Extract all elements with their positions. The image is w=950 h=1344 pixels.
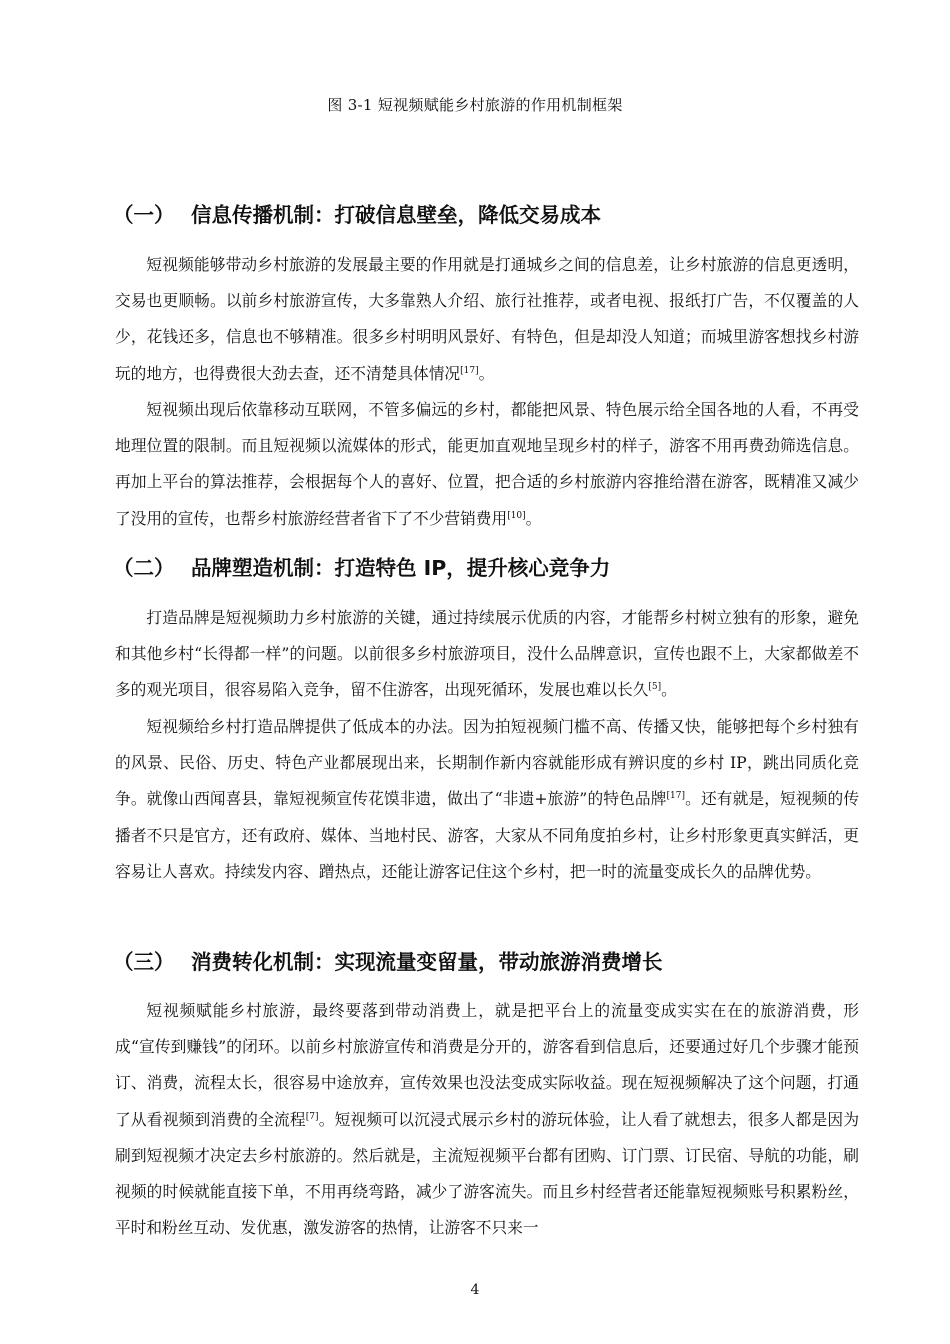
- section-number-3: （三）: [113, 950, 175, 974]
- section-title-2: 品牌塑造机制：打造特色 IP，提升核心竞争力: [191, 556, 611, 580]
- page-number: 4: [470, 1282, 480, 1298]
- section-number-1: （一）: [113, 203, 175, 227]
- citation: [17]: [460, 365, 479, 376]
- paragraph-3-1: 短视频赋能乡村旅游，最终要落到带动消费上，就是把平台上的流量变成实实在在的旅游消费，形成“宣传到赚钱”的闭环。以前乡村旅游宣传和消费是分开的，游客看到信息后，还要通过好几个步骤才能预订、消费，流程太长，很容易中途放弃，宣传效果也没法变成实际收益。现在短视频解决了这个问题，打通了从看视频到消费的全流程[7]。短视频可以沉浸式展示乡村的游玩体验，让人看了就想去，很多人都是因为刷到短视频才决定去乡村旅游的。然后就是，主流短视频平台都有团购、订门票、订民宿、导航的功能，刷视频的时候就能直接下单，不用再绕弯路，减少了游客流失。而且乡村经营者还能靠短视频账号积累粉丝，平时和粉丝互动、发优惠，激发游客的热情，让游客不只来一: [115, 1001, 860, 1238]
- citation: [17]: [666, 791, 686, 802]
- section-heading-3: [113, 948, 873, 976]
- paragraph-2-1: 打造品牌是短视频助力乡村旅游的关键，通过持续展示优质的内容，才能帮乡村树立独有的形象，避免和其他乡村“长得都一样”的问题。以前很多乡村旅游项目，没什么品牌意识，宣传也跟不上，大家都做差不多的观光项目，很容易陷入竞争，留不住游客，出现死循环，发展也难以长久[5]。: [115, 608, 859, 700]
- citation: [10]: [507, 510, 526, 521]
- citation: [7]: [305, 1111, 319, 1122]
- paragraph-1-1: 短视频能够带动乡村旅游的发展最主要的作用就是打通城乡之间的信息差，让乡村旅游的信息更透明，交易也更顺畅。以前乡村旅游宣传，大多靠熟人介绍、旅行社推荐，或者电视、报纸打广告，不仅覆盖的人少，花钱还多，信息也不够精准。很多乡村明明风景好、有特色，但是却没人知道；而城里游客想找乡村游玩的地方，也得费很大劲去查，还不清楚具体情况[17]。: [115, 255, 859, 383]
- section-number-2: （二）: [113, 556, 175, 580]
- section-heading-1: [113, 201, 873, 229]
- paragraph-2-2: 短视频给乡村打造品牌提供了低成本的办法。因为拍短视频门槛不高、传播又快，能够把每个乡村独有的风景、民俗、历史、特色产业都展现出来，长期制作新内容就能形成有辨识度的乡村 IP，跳出同质化竞争。就像山西闻喜县，靠短视频宣传花馍非遗，做出了“非遗+旅游”的特色品牌[17]。还有就是，短视频的传播者不只是官方，还有政府、媒体、当地村民、游客，大家从不同角度拍乡村，让乡村形象更真实鲜活，更容易让人喜欢。持续发内容、蹭热点，还能让游客记住这个乡村，把一时的流量变成长久的品牌优势。: [115, 717, 860, 881]
- section-heading-2: [113, 554, 873, 582]
- section-title-3: 消费转化机制：实现流量变留量，带动旅游消费增长: [191, 950, 663, 974]
- section-title-1: 信息传播机制：打破信息壁垒，降低交易成本: [191, 203, 601, 227]
- citation: [5]: [648, 682, 662, 693]
- paragraph-1-2: 短视频出现后依靠移动互联网，不管多偏远的乡村，都能把风景、特色展示给全国各地的人看，不再受地理位置的限制。而且短视频以流媒体的形式，能更加直观地呈现乡村的样子，游客不用再费劲筛选信息。再加上平台的算法推荐，会根据每个人的喜好、位置，把合适的乡村旅游内容推给潜在游客，既精准又减少了没用的宣传，也帮乡村旅游经营者省下了不少营销费用[10]。: [115, 400, 859, 528]
- figure-caption: 图 3-1 短视频赋能乡村旅游的作用机制框架: [327, 96, 623, 114]
